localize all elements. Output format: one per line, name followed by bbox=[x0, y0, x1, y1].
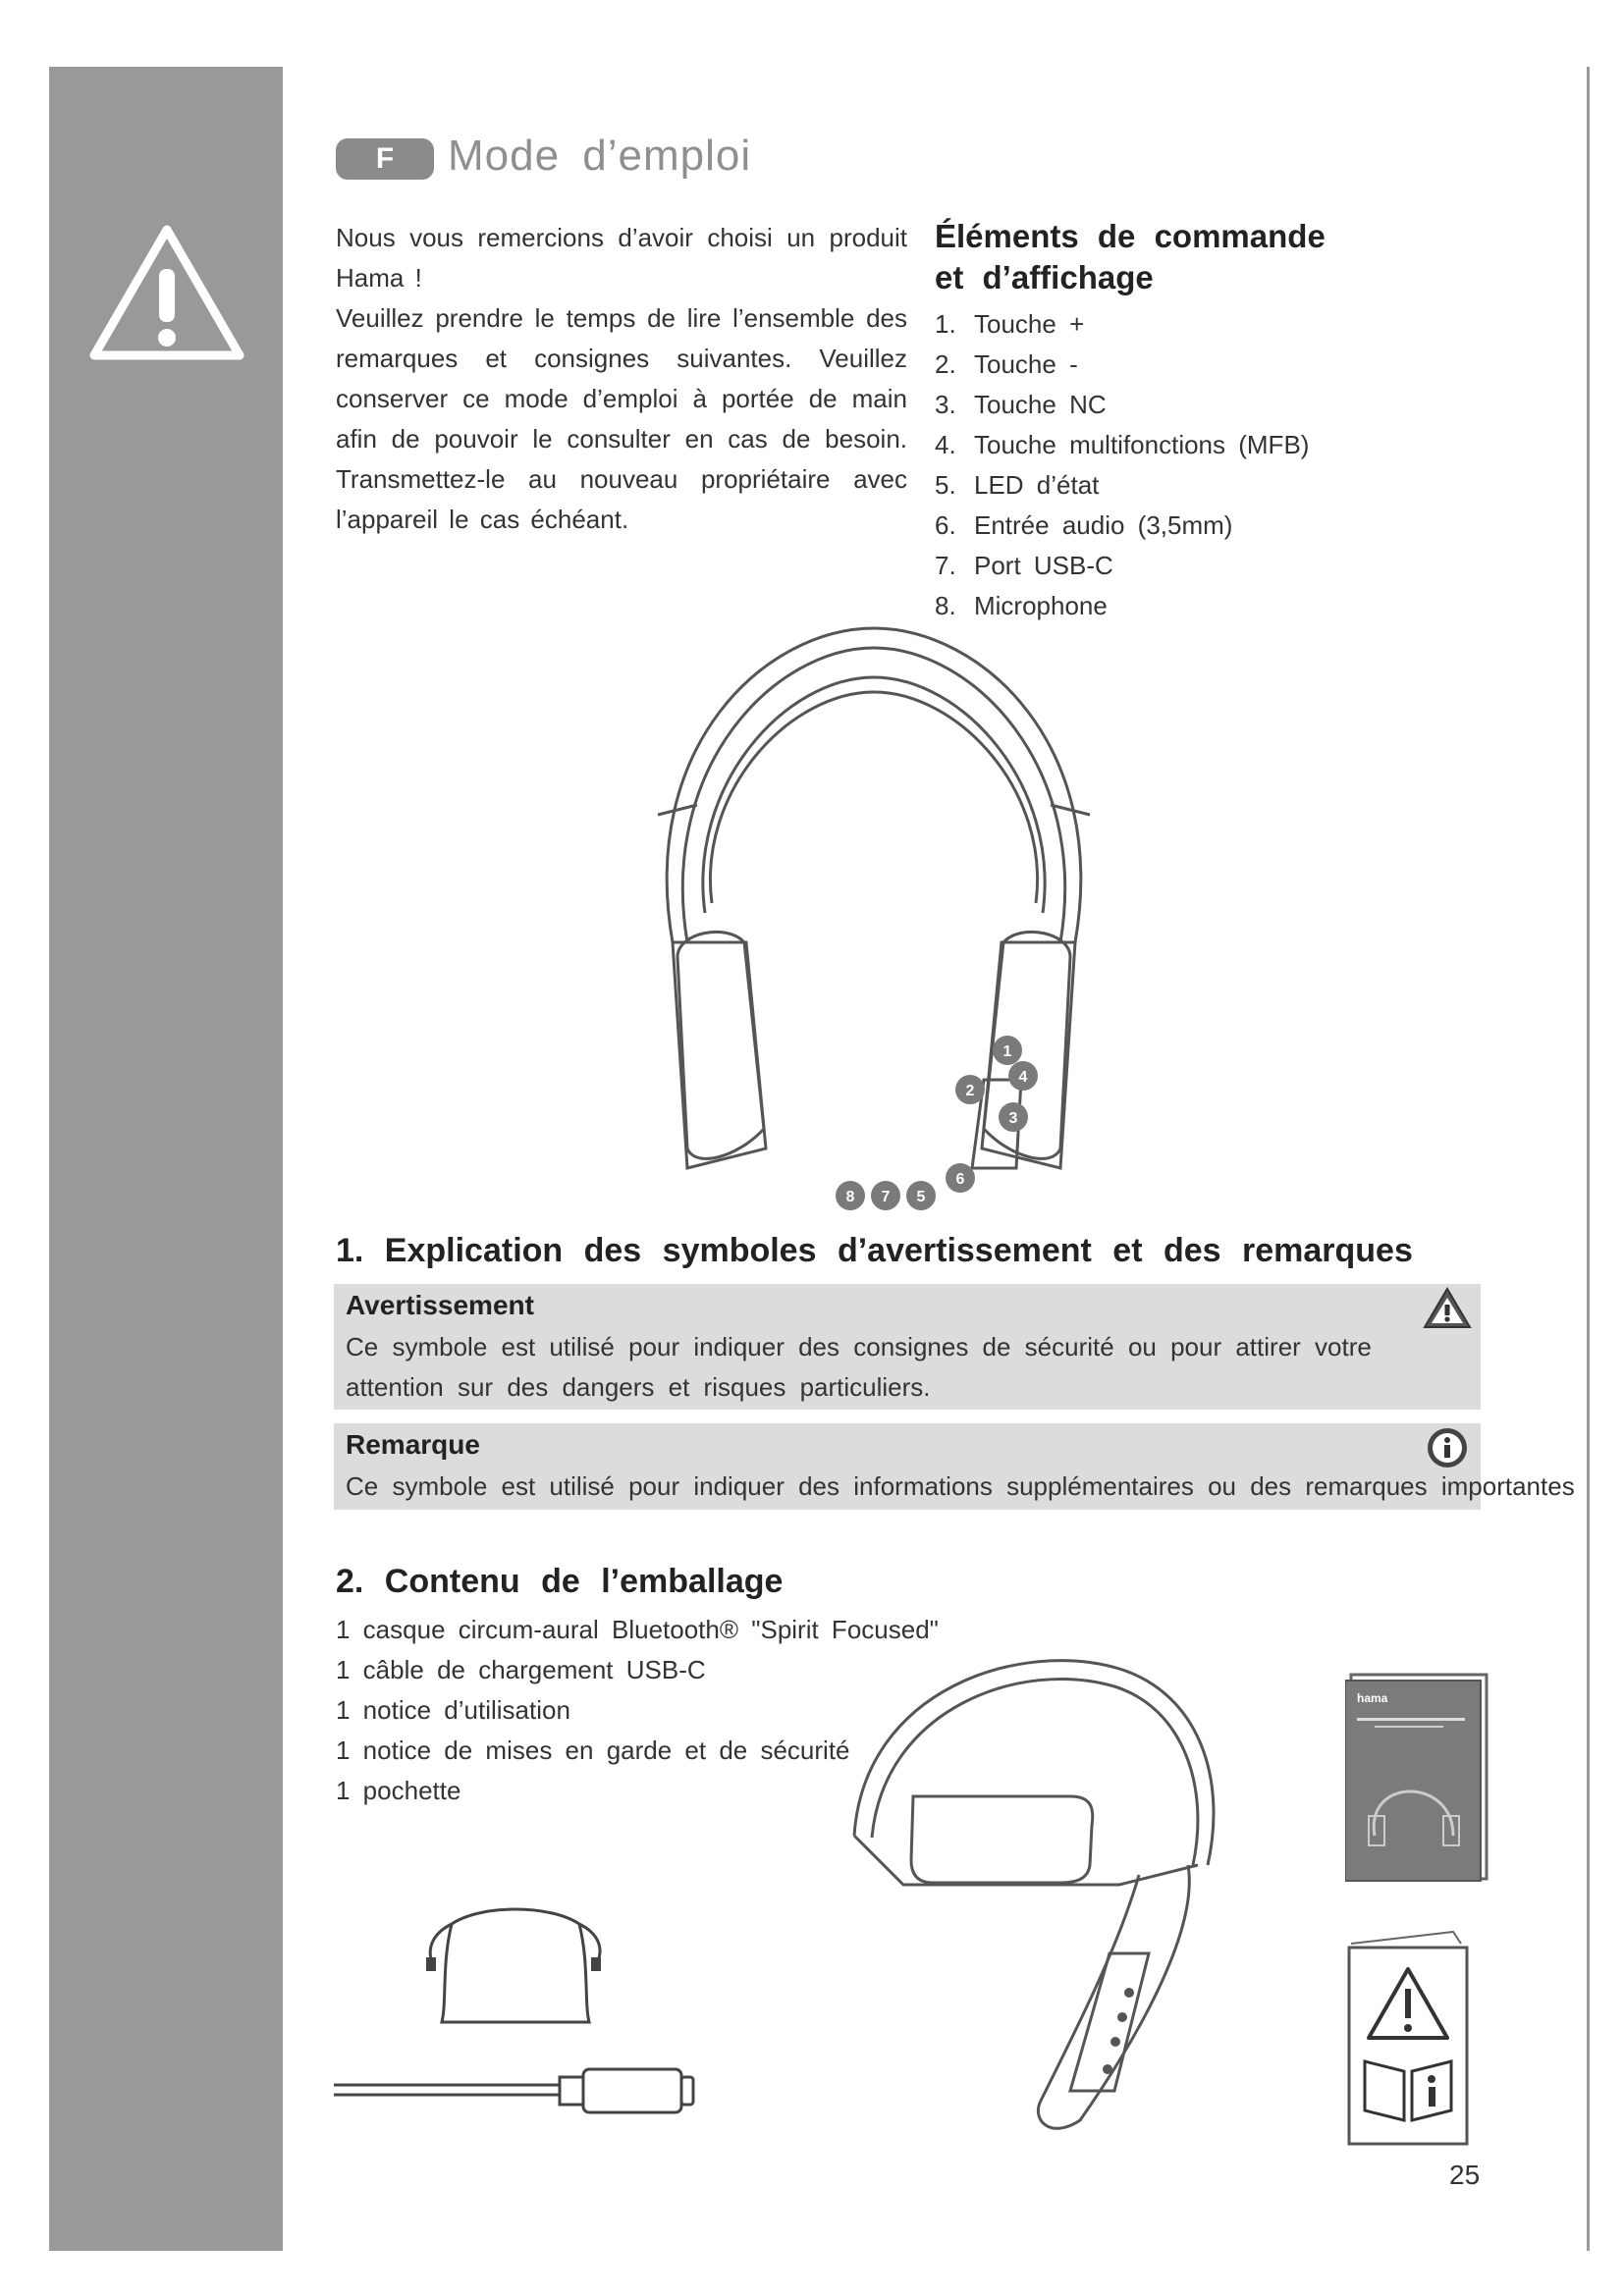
folded-headphones-image bbox=[825, 1629, 1237, 2140]
list-item: 1 casque circum-aural Bluetooth® "Spirit Focused" bbox=[336, 1615, 939, 1644]
list-item: 6. Entrée audio (3,5mm) bbox=[935, 510, 1233, 540]
list-item: 5. LED d’état bbox=[935, 470, 1100, 500]
list-item: 1 câble de chargement USB-C bbox=[336, 1655, 706, 1684]
warning-box bbox=[334, 1284, 1481, 1410]
booklet-brand: hama bbox=[1357, 1691, 1388, 1705]
list-item: 7. Port USB-C bbox=[935, 551, 1113, 580]
list-item: 8. Microphone bbox=[935, 591, 1108, 620]
warning-text: Ce symbole est utilisé pour indiquer des consignes de sécurité ou pour attirer votre attention sur des dangers et risques particuliers. bbox=[346, 1332, 1372, 1402]
callout-7: 7 bbox=[881, 1189, 891, 1205]
note-box bbox=[334, 1423, 1575, 1510]
callout-4: 4 bbox=[1018, 1069, 1028, 1086]
list-item: 1 notice de mises en garde et de sécurité bbox=[336, 1735, 850, 1765]
controls-heading: Éléments de commande et d’affichage bbox=[935, 218, 1326, 295]
callout-2: 2 bbox=[965, 1083, 975, 1099]
intro-text bbox=[336, 218, 907, 540]
pouch-image bbox=[422, 1895, 609, 2032]
list-item: 1. Touche + bbox=[935, 309, 1085, 339]
note-text: Ce symbole est utilisé pour indiquer des informations supplémentaires ou des remarques importantes bbox=[346, 1471, 1575, 1501]
callout-8: 8 bbox=[845, 1189, 855, 1205]
list-item: 3. Touche NC bbox=[935, 390, 1107, 419]
info-circle-icon bbox=[1422, 1425, 1473, 1470]
user-manual-image bbox=[1345, 1669, 1492, 1885]
list-item: 1 pochette bbox=[336, 1776, 461, 1805]
callout-6: 6 bbox=[955, 1171, 965, 1188]
controls-list bbox=[935, 304, 1309, 626]
warning-triangle-icon bbox=[86, 222, 247, 365]
sidebar bbox=[49, 67, 283, 2251]
warning-title: Avertissement bbox=[346, 1290, 534, 1320]
callout-5: 5 bbox=[916, 1189, 926, 1205]
callout-3: 3 bbox=[1008, 1110, 1018, 1127]
warning-triangle-icon bbox=[1422, 1286, 1473, 1331]
headphones-diagram bbox=[619, 618, 1129, 1227]
list-item: 4. Touche multifonctions (MFB) bbox=[935, 430, 1310, 459]
page-number: 25 bbox=[1449, 2160, 1481, 2190]
section-1-heading: 1. Explication des symboles d’avertissement et des remarques bbox=[336, 1232, 1413, 1269]
list-item: 2. Touche - bbox=[935, 349, 1078, 379]
safety-leaflet-image bbox=[1345, 1924, 1492, 2150]
callout-1: 1 bbox=[1002, 1043, 1012, 1060]
page-border bbox=[1587, 67, 1590, 2251]
page-title: Mode d’emploi bbox=[448, 132, 752, 180]
intro-paragraph-2: Veuillez prendre le temps de lire l’ensemble des remarques et consignes suivantes. Veuillez conserver ce mode d’emploi à portée de main afin de pouvoir le consulter en cas de besoin. Transmettez-le au nouveau propriétaire avec l’appareil le cas échéant. bbox=[336, 303, 907, 534]
note-title: Remarque bbox=[346, 1429, 480, 1460]
usb-c-cable-image bbox=[334, 2061, 697, 2120]
list-item: 1 notice d’utilisation bbox=[336, 1695, 570, 1725]
language-badge: F bbox=[336, 138, 434, 180]
intro-paragraph-1: Nous vous remercions d’avoir choisi un produit Hama ! bbox=[336, 223, 907, 293]
section-2-heading: 2. Contenu de l’emballage bbox=[336, 1563, 784, 1600]
